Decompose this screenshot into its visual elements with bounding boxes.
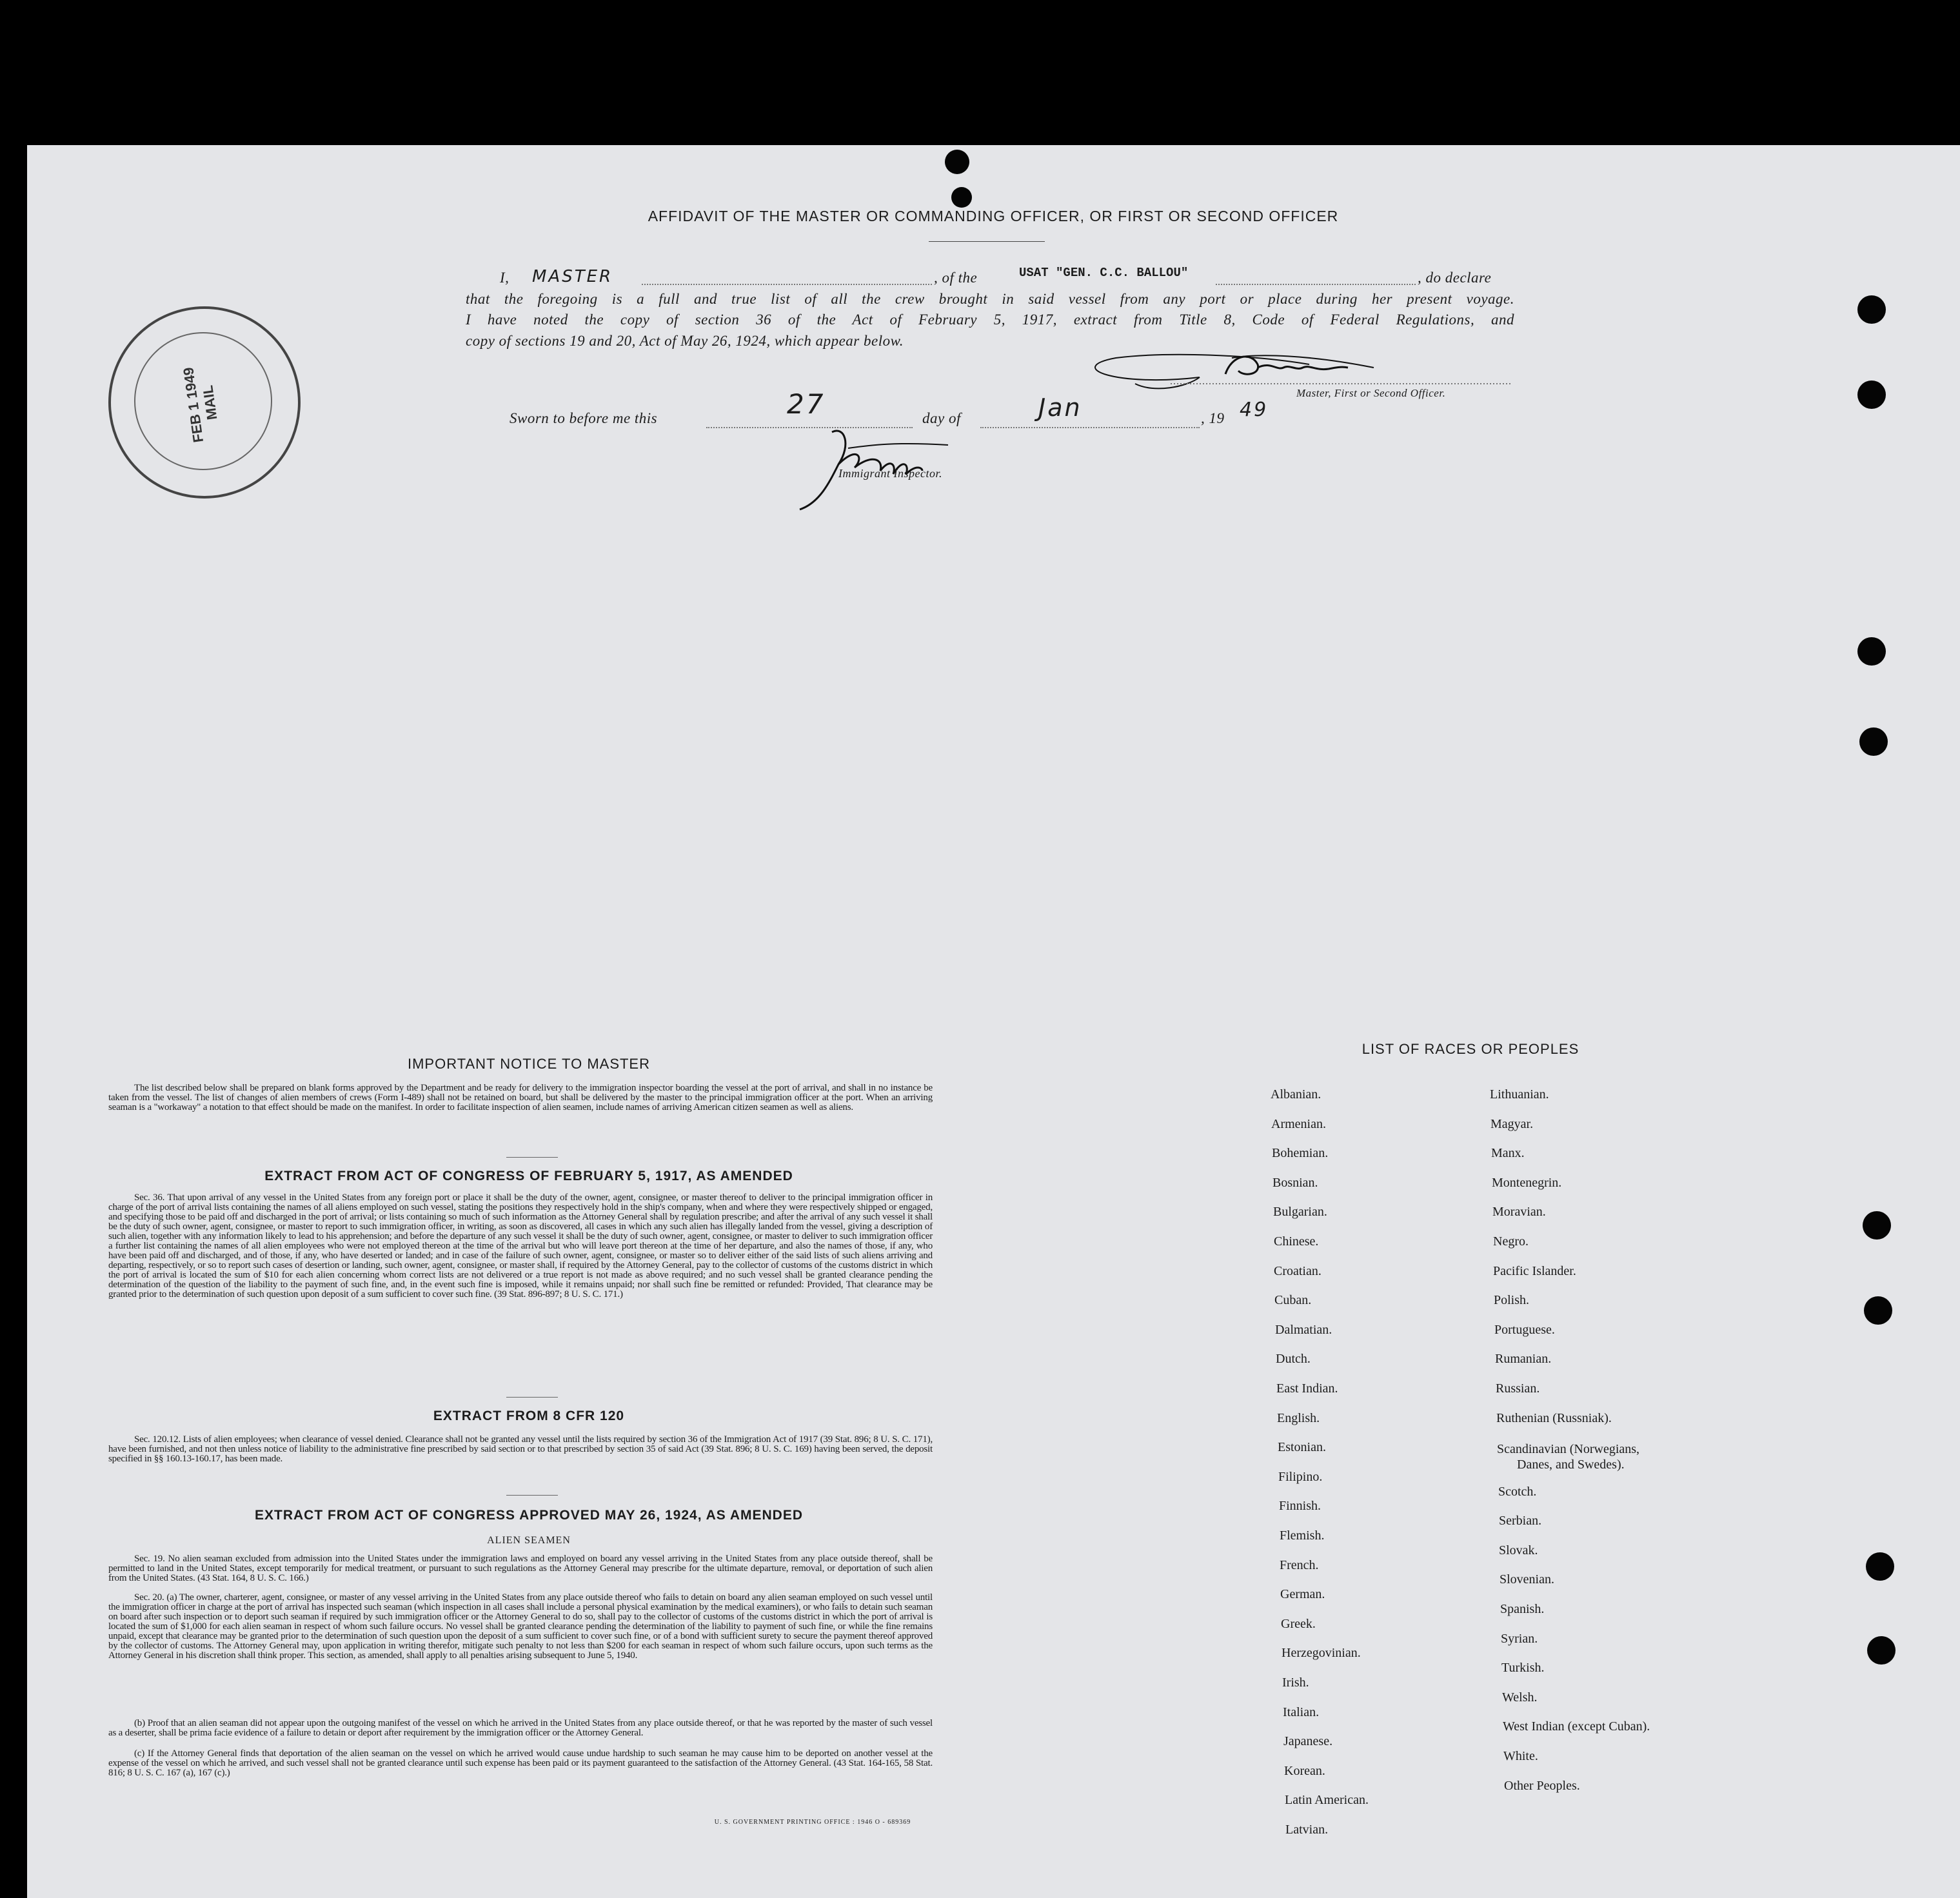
title-rule xyxy=(929,241,1045,242)
affidavit-title: AFFIDAVIT OF THE MASTER OR COMMANDING OFFICER, OR FIRST OR SECOND OFFICER xyxy=(648,208,1339,224)
year-prefix: , 19 xyxy=(1201,410,1225,426)
inspector-caption: Immigrant Inspector. xyxy=(838,467,942,480)
race-item: Montenegrin. xyxy=(1492,1176,1562,1190)
extract-1917-body: Sec. 36. That upon arrival of any vessel in the United States from any foreign port or place it shall be the duty of the owner, agent, consignee, or master thereof to deliver to the principal immigration officer in charge of the port of arrival lists containing the names of all aliens employed on such vessel, stating the positions they respectively hold in the ship's company, when and where they were respectively shipped or engaged, and specifying those to be paid off and discharged in the port of arrival; or lists containing so much of such information as the Attorney General shall by regulation prescribe; and after the arrival of any such vessel it shall be the duty of such owner, agent, consignee, or master to report to such immigration officer, in writing, as soon as discovered, all cases in which any such alien has illegally landed from the vessel, giving a description of such alien, together with any information likely to lead to his apprehension; and before the departure of any such vessel it shall be the duty of such owner, agent, consignee, or master to deliver to such immigration officer a further list containing the names of all alien employees who were not employed thereon at the time of the arrival but who will leave port thereon at the time of her departure, and also the names of those, if any, who have been paid off and discharged, and of those, if any, who have deserted or landed; and in case of the failure of such owner, agent, consignee, or master so to deliver either of the said lists of such aliens arriving and departing, respectively, or so to report such cases of desertion or landing, such owner, agent, consignee, or master shall, if required by the Attorney General, pay to the collector of customs of the customs district in which the port of arrival is located the sum of $10 for each alien concerning whom correct lists are not delivered or a true report is not made as above required; and no such vessel shall be granted clearance pending the determination of the question of the liability to the payment of such fine, and, in the event such fine is imposed, while it remains unpaid; nor shall such fine be remitted or refunded: Provided, That clearance may be granted prior to the determination of such question upon deposit of a sum sufficient to cover such fine. (39 Stat. 896-897; 8 U. S. C. 171.) xyxy=(108,1192,933,1300)
race-item: Flemish. xyxy=(1280,1528,1325,1543)
mail-stamp-text: FEB 1 1949 MAIL xyxy=(180,366,221,444)
punch-hole-right xyxy=(1866,1552,1894,1581)
race-item: Italian. xyxy=(1283,1705,1320,1719)
race-item: Filipino. xyxy=(1278,1470,1323,1484)
extract-1924-sec20b: (b) Proof that an alien seaman did not appear upon the outgoing manifest of the vessel on which he arrived in the United States from any place outside thereof, or that he was reported by the master of such vessel as a deserter, shall be prima facie evidence of a failure to detain or deport after requirement by the immigration officer or the Attorney General. xyxy=(108,1718,933,1738)
extract-1924-sec19: Sec. 19. No alien seaman excluded from admission into the United States under the immigration laws and employed on board any vessel arriving in the United States from any place outside thereof, shall be permitted to land in the United States, except temporarily for medical treatment, or pursuant to such regulations as the Attorney General may prescribe for the ultimate departure, removal, or deportation of such alien from the United States. (43 Stat. 164, 8 U. S. C. 166.) xyxy=(108,1554,933,1583)
race-item: Latin American. xyxy=(1285,1793,1369,1807)
race-item: Irish. xyxy=(1282,1676,1309,1690)
race-item: Portuguese. xyxy=(1494,1323,1555,1337)
master-signature xyxy=(1038,348,1522,400)
officer-field: MASTER xyxy=(532,267,613,286)
extract-cfr-body: Sec. 120.12. Lists of alien employees; when clearance of vessel denied. Clearance shall not be granted any vessel until the lists required by section 36 of the Immigration Act of 1917 (39 Stat. 896; 8 U. S. C. 171), have been furnished, and not then unless notice of liability to the administrative fine prescribed by said section or to that prescribed by section 35 of said Act (39 Stat. 896; 8 U. S. C. 169) having been served, the deposit specified in §§ 160.13-160.17, has been made. xyxy=(108,1434,933,1464)
of-the-text: , of the xyxy=(934,270,978,286)
extract-cfr-title: EXTRACT FROM 8 CFR 120 xyxy=(433,1409,625,1423)
extract-1924-subtitle: ALIEN SEAMEN xyxy=(487,1535,571,1546)
day-of-text: day of xyxy=(922,410,961,426)
extract-1924-title: EXTRACT FROM ACT OF CONGRESS APPROVED MAY 26, 1924, AS AMENDED xyxy=(254,1508,804,1523)
extract-1924-sec20a: Sec. 20. (a) The owner, charterer, agent, consignee, or master of any vessel arriving in the United States from any place outside thereof who fails to detain on board any alien seaman employed on such vessel until the immigration officer in charge at the port of arrival has inspected such seaman (which inspection in all cases shall include a personal physical examination by the medical examiners), or who fails to detain such seaman on board after such inspection or to deport such seaman if required by such immigration officer or the Attorney General to do so, shall pay to the collector of customs of the customs district in which the port of arrival is located the sum of $1,000 for each alien seaman in respect of whom such failure occurs. No vessel shall be granted clearance pending the determination of the liability to payment of such fine, or while the fine remains unpaid, except that clearance may be granted prior to the determination of such question upon the deposit of a sum sufficient to cover such fine, or of a bond with sufficient surety to secure the payment thereof approved by the collector of customs. The Attorney General may, upon application in writing therefor, mitigate such penalty to not less than $200 for each seaman in respect of whom such failure occurs, upon such terms as the Attorney General in his discretion shall think proper. This section, as amended, shall apply to all penalties arising subsequent to June 5, 1940. xyxy=(108,1592,933,1661)
punch-hole-top-1 xyxy=(945,150,969,174)
race-item: Welsh. xyxy=(1502,1690,1538,1705)
race-item: Scandinavian (Norwegians, xyxy=(1497,1442,1640,1456)
punch-hole-right xyxy=(1857,637,1886,666)
race-item: French. xyxy=(1280,1558,1319,1572)
race-item: Lithuanian. xyxy=(1490,1087,1549,1102)
race-item: Bulgarian. xyxy=(1273,1205,1327,1219)
punch-hole-right xyxy=(1863,1211,1891,1240)
vessel-field: USAT "GEN. C.C. BALLOU" xyxy=(1019,266,1189,280)
race-item: Latvian. xyxy=(1285,1823,1329,1837)
extract-1917-title: EXTRACT FROM ACT OF CONGRESS OF FEBRUARY 5, 1917, AS AMENDED xyxy=(264,1169,793,1183)
race-item: Polish. xyxy=(1494,1293,1530,1307)
year-field: 49 xyxy=(1240,399,1269,421)
race-item: Danes, and Swedes). xyxy=(1517,1458,1625,1472)
race-item: Croatian. xyxy=(1274,1264,1322,1278)
extract-1924-sec20c: (c) If the Attorney General finds that deportation of the alien seaman on the vessel on which he arrived would cause undue hardship to such seaman he may cause him to be deported on another vessel at the expense of the vessel on which he arrived, and such vessel shall not be granted clearance until such expense has been paid or its payment guaranteed to the satisfaction of the Attorney General. (43 Stat. 164-165, 58 Stat. 816; 8 U. S. C. 167 (a), 167 (c).) xyxy=(108,1748,933,1778)
race-item: Dalmatian. xyxy=(1275,1323,1332,1337)
race-item: English. xyxy=(1277,1411,1320,1425)
race-item: Magyar. xyxy=(1490,1117,1534,1131)
race-item: Chinese. xyxy=(1274,1234,1319,1249)
sworn-month-field: Jan xyxy=(1038,393,1082,422)
race-item: Scotch. xyxy=(1498,1485,1537,1499)
punch-hole-right xyxy=(1857,381,1886,409)
race-item: Ruthenian (Russniak). xyxy=(1496,1411,1612,1425)
race-item: Finnish. xyxy=(1279,1499,1322,1513)
sworn-prefix: Sworn to before me this xyxy=(510,410,658,426)
notice-title: IMPORTANT NOTICE TO MASTER xyxy=(407,1056,650,1072)
race-item: Serbian. xyxy=(1499,1514,1542,1528)
divider xyxy=(506,1157,558,1158)
race-item: German. xyxy=(1280,1587,1325,1601)
sworn-day-field: 27 xyxy=(787,388,826,420)
race-item: Bohemian. xyxy=(1272,1146,1329,1160)
race-item: Turkish. xyxy=(1501,1661,1545,1675)
races-title: LIST OF RACES OR PEOPLES xyxy=(1361,1041,1579,1057)
race-item: Russian. xyxy=(1496,1381,1540,1396)
sworn-month-dotted-line xyxy=(980,427,1200,428)
race-item: Syrian. xyxy=(1501,1632,1538,1646)
race-item: Herzegovinian. xyxy=(1282,1646,1361,1660)
punch-hole-right xyxy=(1857,295,1886,324)
race-item: Manx. xyxy=(1491,1146,1525,1160)
race-item: Cuban. xyxy=(1274,1293,1312,1307)
master-caption: Master, First or Second Officer. xyxy=(1296,387,1446,399)
race-item: Albanian. xyxy=(1271,1087,1322,1102)
declaration-line-2: that the foregoing is a full and true list of all the crew brought in said vessel from any port or place during her present voyage. xyxy=(466,291,1514,307)
race-item: Korean. xyxy=(1284,1764,1325,1778)
declaration-prefix: I, xyxy=(500,270,510,286)
divider xyxy=(506,1397,558,1398)
notice-body: The list described below shall be prepared on blank forms approved by the Department and be ready for delivery to the immigration inspector boarding the vessel at the port of arrival, and shall in no instance be taken from the vessel. The list of changes of alien members of crews (Form I-489) shall not be retained on board, but shall be delivered by the master to the principal immigration officer at the port. When an arriving seaman is a "workaway" a notation to that effect should be made on the manifest. In order to facilitate inspection of alien seamen, include names of arriving American citizen seamen as well as aliens. xyxy=(108,1083,933,1112)
race-item: Dutch. xyxy=(1276,1352,1311,1366)
race-item: Armenian. xyxy=(1271,1117,1326,1131)
punch-hole-top-2 xyxy=(951,187,972,208)
race-item: Pacific Islander. xyxy=(1493,1264,1576,1278)
race-item: East Indian. xyxy=(1276,1381,1338,1396)
race-item: Bosnian. xyxy=(1272,1176,1318,1190)
declaration-line-4: copy of sections 19 and 20, Act of May 26, 1924, which appear below. xyxy=(466,333,904,349)
race-item: Moravian. xyxy=(1492,1205,1546,1219)
race-item: White. xyxy=(1503,1749,1538,1763)
race-item: Slovak. xyxy=(1499,1543,1538,1557)
divider xyxy=(506,1495,558,1496)
race-item: Spanish. xyxy=(1500,1602,1545,1616)
race-item: Other Peoples. xyxy=(1504,1779,1580,1793)
punch-hole-right xyxy=(1859,727,1888,756)
race-item: Greek. xyxy=(1281,1617,1316,1631)
punch-hole-right xyxy=(1864,1296,1892,1325)
vessel-dotted-line xyxy=(1216,284,1416,285)
race-item: West Indian (except Cuban). xyxy=(1503,1719,1650,1734)
race-item: Japanese. xyxy=(1283,1734,1333,1748)
officer-dotted-line xyxy=(642,284,932,285)
race-item: Estonian. xyxy=(1278,1440,1326,1454)
punch-hole-right xyxy=(1867,1636,1896,1665)
do-declare-text: , do declare xyxy=(1418,270,1492,286)
printer-line: U. S. GOVERNMENT PRINTING OFFICE : 1946 O - 689369 xyxy=(714,1819,911,1826)
race-item: Rumanian. xyxy=(1495,1352,1552,1366)
declaration-line-3: I have noted the copy of section 36 of the Act of February 5, 1917, extract from Title 8, Code of Federal Regulations, and xyxy=(466,311,1514,328)
race-item: Slovenian. xyxy=(1500,1572,1554,1587)
race-item: Negro. xyxy=(1493,1234,1529,1249)
